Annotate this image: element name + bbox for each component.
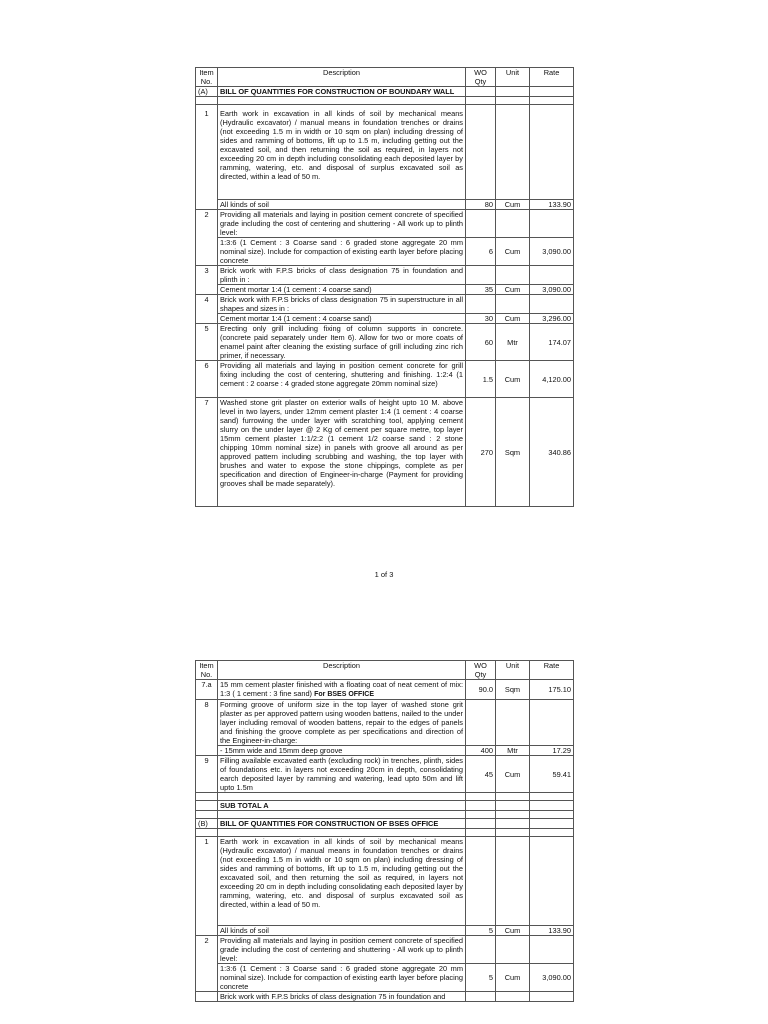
section-a-row (196, 87, 574, 97)
boq-table-page-1 (195, 67, 574, 507)
item-qty: 60 (466, 324, 496, 361)
item-qty: 35 (466, 285, 496, 295)
item-number: 1 (196, 105, 218, 210)
item-number: 7.a (196, 680, 218, 700)
item-sub-description: 1:3:6 (1 Cement : 3 Coarse sand : 6 graded stone aggregate 20 mm nominal size). Include for compaction of existing earth layer before placing concrete (218, 238, 466, 266)
item-description: Brick work with F.P.S bricks of class designation 75 in foundation and (218, 992, 466, 1002)
table-row (196, 700, 574, 746)
header-wo-qty: WO Qty (466, 68, 496, 87)
item-rate: 133.90 (530, 926, 574, 936)
item-qty: 5 (466, 964, 496, 992)
item-rate: 3,296.00 (530, 314, 574, 324)
item-unit: Cum (496, 926, 530, 936)
table-row (196, 285, 574, 295)
item-unit: Cum (496, 285, 530, 295)
table-row (196, 210, 574, 238)
subtotal-row (196, 801, 574, 811)
item-number: 4 (196, 295, 218, 324)
table-row (196, 314, 574, 324)
item-number: 3 (196, 266, 218, 295)
item-number: 9 (196, 756, 218, 793)
table-row (196, 266, 574, 285)
item-description: Providing all materials and laying in position cement concrete of specified grade including the cost of centering and shuttering - All work up to plinth level: (218, 936, 466, 964)
item-unit: Sqm (496, 680, 530, 700)
item-description: Brick work with F.P.S bricks of class designation 75 in superstructure in all shapes and sizes in : (218, 295, 466, 314)
item-number: 2 (196, 210, 218, 266)
item-sub-description: Cement mortar 1:4 (1 cement : 4 coarse sand) (218, 314, 466, 324)
header-unit: Unit (496, 68, 530, 87)
table-header-row (196, 68, 574, 87)
spacer-row (196, 829, 574, 837)
item-unit: Cum (496, 756, 530, 793)
item-number: 2 (196, 936, 218, 992)
item-sub-description: 1:3:6 (1 Cement : 3 Coarse sand : 6 graded stone aggregate 20 mm nominal size). Include for compaction of existing earth layer before placing concrete (218, 964, 466, 992)
item-number: 5 (196, 324, 218, 361)
item-description: Washed stone grit plaster on exterior walls of height upto 10 M. above level in two layers, under 12mm cement plaster 1:4 (1 cement : 4 coarse sand) furrowing the under layer with scratching tool, applying cement slurry on the under layer @ 2 Kg of cement per square metre, top layer 15mm cement plaster 1:1/2:2 (1 cement 1/2 coarse sand : 2 stone chipping 10mm nominal size) in panels with groove all around as per approved pattern including scrubbing and washing, the top layer with brushes and water to expose the stone chippings, complete as per specification and direction of Engineer-in-charge (Payment for providing grooves shall be made separately). (218, 398, 466, 507)
header-item-no: Item No. (196, 68, 218, 87)
spacer-row (196, 793, 574, 801)
table-row (196, 756, 574, 793)
item-sub-description: All kinds of soil (218, 926, 466, 936)
table-row (196, 361, 574, 398)
item-sub-description: Cement mortar 1:4 (1 cement : 4 coarse sand) (218, 285, 466, 295)
table-row (196, 926, 574, 936)
section-label: (B) (196, 819, 218, 829)
table-row (196, 398, 574, 507)
item-qty: 80 (466, 200, 496, 210)
table-row (196, 105, 574, 200)
item-description (218, 680, 466, 700)
table-row (196, 936, 574, 964)
header-rate: Rate (530, 68, 574, 87)
item-description: Erecting only grill including fixing of column supports in concrete. (concrete paid separately under Item 6). Allow for two or more coats of enamel paint after cleaning the existing surface of grill including zinc rich primer, if necessary. (218, 324, 466, 361)
spacer-row (196, 811, 574, 819)
page-number: 1 of 3 (374, 570, 394, 579)
header-description: Description (218, 68, 466, 87)
item-unit: Cum (496, 964, 530, 992)
item-number: 7 (196, 398, 218, 507)
item-description: Providing all materials and laying in position cement concrete for grill fixing including the cost of centering, shuttering and finishing. 1:2:4 (1 cement : 2 coarse : 4 graded stone aggregate 20mm nominal size) (218, 361, 466, 398)
item-description: Earth work in excavation in all kinds of soil by mechanical means (Hydraulic excavator) / manual means in foundation trenches or drains (not exceeding 1.5 m in width or 10 sqm on plan) including dressing of sides and ramming of bottoms, lift up to 1.5 m, including getting out the excavated soil, and then returning the soil as required, in layers not exceeding 20 cm in depth including consolidating each deposited layer by ramming, watering, etc. and disposal of surplus excavated soil as directed, within a lead of 50 m. (218, 105, 466, 200)
item-rate: 3,090.00 (530, 238, 574, 266)
item-rate: 3,090.00 (530, 964, 574, 992)
item-qty: 6 (466, 238, 496, 266)
item-qty: 30 (466, 314, 496, 324)
item-qty: 400 (466, 746, 496, 756)
item-number: 6 (196, 361, 218, 398)
section-label: (A) (196, 87, 218, 97)
header-wo-qty: WO Qty (466, 661, 496, 680)
item-qty: 5 (466, 926, 496, 936)
table-row (196, 746, 574, 756)
item-unit: Mtr (496, 746, 530, 756)
table-row (196, 837, 574, 926)
table-row (196, 680, 574, 700)
item-qty: 45 (466, 756, 496, 793)
item-rate: 4,120.00 (530, 361, 574, 398)
item-rate: 3,090.00 (530, 285, 574, 295)
table-row (196, 238, 574, 266)
item-rate: 340.86 (530, 398, 574, 507)
table-row (196, 992, 574, 1002)
item-qty: 1.5 (466, 361, 496, 398)
item-description-text: 15 mm cement plaster finished with a floating coat of neat cement of mix: 1:3 ( 1 cement : 3 fine sand) (220, 680, 463, 698)
item-unit: Cum (496, 361, 530, 398)
item-description: Earth work in excavation in all kinds of soil by mechanical means (Hydraulic excavator) / manual means in foundation trenches or drains (not exceeding 1.5 m in width or 10 sqm on plan) including dressing of sides and ramming of bottoms, lift up to 1.5 m, including getting out the excavated soil, and then returning the soil as required, in layers not exceeding 20 cm in depth including consolidating each deposited layer by ramming, watering, etc. and disposal of surplus excavated soil as directed, within a lead of 50 m. (218, 837, 466, 926)
table-row (196, 964, 574, 992)
item-number: 8 (196, 700, 218, 756)
item-rate: 17.29 (530, 746, 574, 756)
item-unit: Cum (496, 314, 530, 324)
boq-table-page-2 (195, 660, 574, 1002)
item-qty: 90.0 (466, 680, 496, 700)
item-number: 1 (196, 837, 218, 936)
section-title: BILL OF QUANTITIES FOR CONSTRUCTION OF BSES OFFICE (218, 819, 466, 829)
item-description: Forming groove of uniform size in the top layer of washed stone grit plaster as per approved pattern using wooden battens, nailed to the under layer including removal of wooden battens, repair to the edges of panels and finishing the groove complete as per specifications and direction of the Engineer-in-charge: (218, 700, 466, 746)
item-description: Providing all materials and laying in position cement concrete of specified grade including the cost of centering and shuttering - All work up to plinth level: (218, 210, 466, 238)
item-rate: 174.07 (530, 324, 574, 361)
table-row (196, 324, 574, 361)
item-description: Brick work with F.P.S bricks of class designation 75 in foundation and plinth in : (218, 266, 466, 285)
table-header-row (196, 661, 574, 680)
table-row (196, 295, 574, 314)
item-rate: 175.10 (530, 680, 574, 700)
item-note: For BSES OFFICE (314, 691, 374, 698)
table-row (196, 200, 574, 210)
item-unit: Mtr (496, 324, 530, 361)
item-unit: Cum (496, 238, 530, 266)
item-sub-description: All kinds of soil (218, 200, 466, 210)
item-rate: 133.90 (530, 200, 574, 210)
spacer-row (196, 97, 574, 105)
header-rate: Rate (530, 661, 574, 680)
item-rate: 59.41 (530, 756, 574, 793)
item-unit: Sqm (496, 398, 530, 507)
subtotal-label: SUB TOTAL A (218, 801, 466, 811)
section-title: BILL OF QUANTITIES FOR CONSTRUCTION OF BOUNDARY WALL (218, 87, 466, 97)
header-unit: Unit (496, 661, 530, 680)
item-sub-description: - 15mm wide and 15mm deep groove (218, 746, 466, 756)
item-description: Filling available excavated earth (excluding rock) in trenches, plinth, sides of foundations etc. in layers not exceeding 20cm in depth, consolidating earch deposited layer by ramming and watering, lead upto 50m and lift upto 1.5m (218, 756, 466, 793)
section-b-row (196, 819, 574, 829)
header-item-no: Item No. (196, 661, 218, 680)
header-description: Description (218, 661, 466, 680)
item-qty: 270 (466, 398, 496, 507)
item-unit: Cum (496, 200, 530, 210)
